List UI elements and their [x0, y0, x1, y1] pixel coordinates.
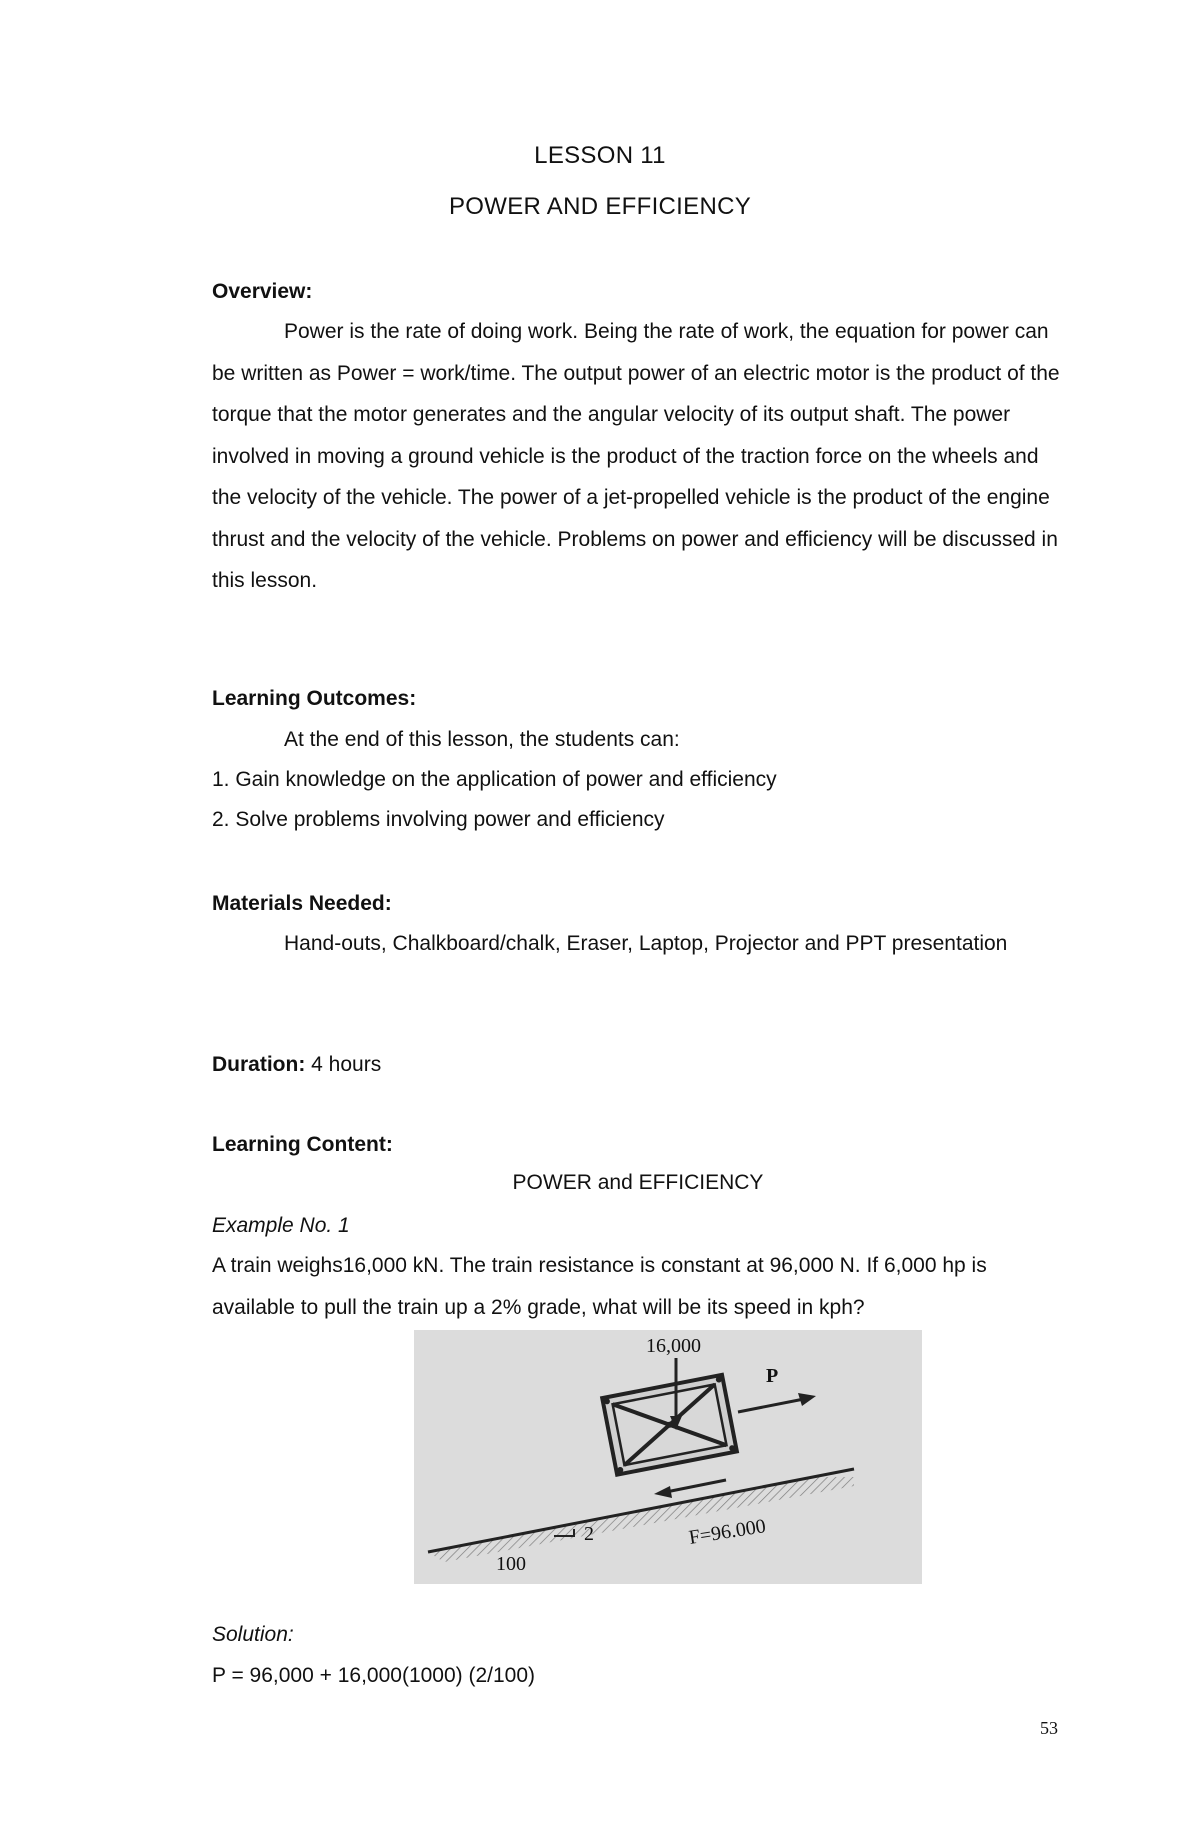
materials-paragraph [212, 923, 1062, 965]
solution-label: Solution: [212, 1623, 294, 1646]
content-subtitle: POWER and EFFICIENCY [512, 1171, 764, 1194]
materials-text: Hand-outs, Chalkboard/chalk, Eraser, Laptop, Projector and PPT presentation [284, 932, 1008, 955]
materials-heading: Materials Needed: [212, 892, 392, 915]
lesson-title: POWER AND EFFICIENCY [448, 193, 752, 220]
content-heading: Learning Content: [212, 1133, 393, 1156]
run-label: 100 [496, 1553, 526, 1575]
example-text: A train weighs16,000 kN. The train resistance is constant at 96,000 N. If 6,000 hp is available to pull the train up a 2% grade, what will be its speed in kph? [212, 1254, 987, 1319]
incline-diagram [414, 1330, 922, 1584]
overview-text: Power is the rate of doing work. Being the rate of work, the equation for power can be written as Power = work/time. The output power of an electric motor is the product of the torque that the motor generates and the angular velocity of its output shaft. The power involved in moving a ground vehicle is the product of the traction force on the wheels and the velocity of the vehicle. The power of a jet-propelled vehicle is the product of the engine thrust and the velocity of the vehicle. Problems on power and efficiency will be discussed in this lesson. [212, 320, 1060, 592]
friction-label: F=96.000 [687, 1515, 768, 1549]
overview-heading: Overview: [212, 280, 313, 303]
duration-line [212, 1053, 1062, 1077]
lesson-number: LESSON 11 [534, 142, 666, 169]
duration-value: 4 hours [311, 1053, 382, 1076]
solution-equation: P = 96,000 + 16,000(1000) (2/100) [212, 1664, 536, 1687]
outcome-item: 2. Solve problems involving power and efficiency [212, 808, 665, 831]
force-label: P [766, 1365, 779, 1387]
page-number: 53 [1040, 1718, 1058, 1738]
outcomes-heading: Learning Outcomes: [212, 687, 417, 710]
outcome-item: 1. Gain knowledge on the application of power and efficiency [212, 768, 777, 791]
overview-paragraph [212, 311, 1062, 602]
incline-figure [414, 1330, 922, 1584]
rise-label: 2 [584, 1523, 594, 1545]
load-label: 16,000 [646, 1335, 701, 1357]
outcomes-intro-line [212, 719, 1062, 761]
example-label: Example No. 1 [212, 1214, 350, 1237]
duration-heading: Duration: [212, 1053, 306, 1076]
outcomes-intro: At the end of this lesson, the students can: [284, 728, 680, 751]
